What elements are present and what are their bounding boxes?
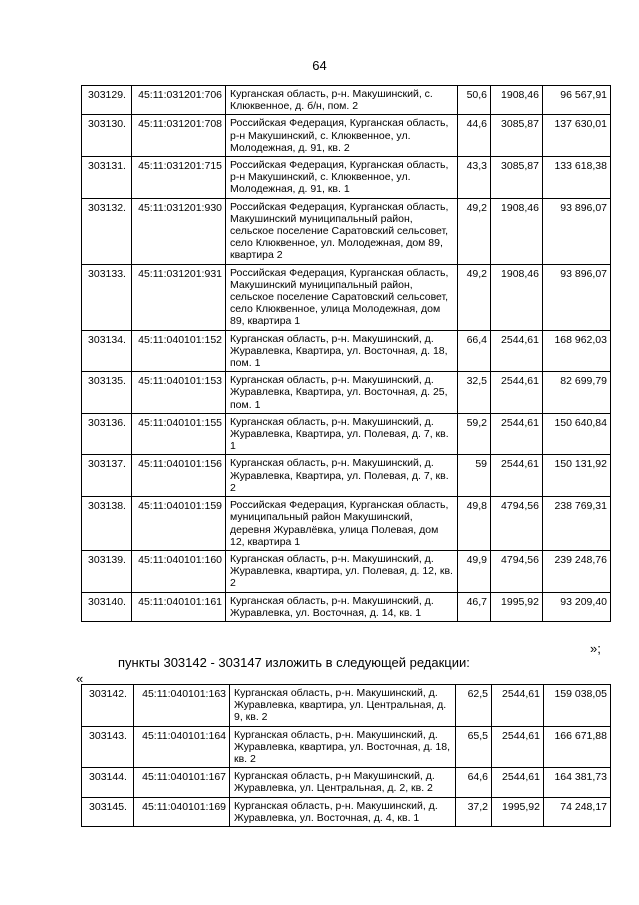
cadastral-number: 45:11:040101:156 — [132, 455, 226, 497]
property-table-1 — [81, 85, 611, 622]
value: 82 699,79 — [543, 372, 611, 414]
area: 37,2 — [456, 797, 492, 826]
address: Курганская область, р-н. Макушинский, д. Журавлевка, Квартира, ул. Полевая, д. 7, кв. 2 — [226, 455, 458, 497]
area: 49,2 — [458, 198, 491, 264]
table-row — [82, 413, 611, 455]
rate: 2544,61 — [491, 372, 543, 414]
area: 49,9 — [458, 550, 491, 592]
table-row — [82, 157, 611, 199]
closing-quote-mark: »; — [590, 641, 601, 656]
rate: 2544,61 — [492, 726, 544, 768]
row-number: 303135. — [82, 372, 132, 414]
amendment-instruction: пункты 303142 - 303147 изложить в следующей редакции: — [118, 655, 470, 670]
rate: 3085,87 — [491, 115, 543, 157]
cadastral-number: 45:11:040101:161 — [132, 592, 226, 621]
value: 150 131,92 — [543, 455, 611, 497]
row-number: 303140. — [82, 592, 132, 621]
table-row — [82, 768, 611, 797]
value: 93 896,07 — [543, 264, 611, 330]
value: 239 248,76 — [543, 550, 611, 592]
address: Курганская область, р-н. Макушинский, д. Журавлевка, ул. Восточная, д. 14, кв. 1 — [226, 592, 458, 621]
row-number: 303143. — [82, 726, 134, 768]
table-row — [82, 86, 611, 115]
area: 62,5 — [456, 685, 492, 727]
cadastral-number: 45:11:031201:715 — [132, 157, 226, 199]
table-row — [82, 797, 611, 826]
table-row — [82, 550, 611, 592]
rate: 4794,56 — [491, 497, 543, 551]
table-row — [82, 115, 611, 157]
area: 49,8 — [458, 497, 491, 551]
rate: 1995,92 — [492, 797, 544, 826]
area: 49,2 — [458, 264, 491, 330]
address: Курганская область, р-н. Макушинский, д. Журавлевка, Квартира, ул. Восточная, д. 25, пом. 1 — [226, 372, 458, 414]
cadastral-number: 45:11:040101:163 — [134, 685, 230, 727]
row-number: 303144. — [82, 768, 134, 797]
area: 44,6 — [458, 115, 491, 157]
opening-quote-mark: « — [76, 671, 84, 686]
address: Российская Федерация, Курганская область, Макушинский муниципальный район, сельское поселение Саратовский сельсовет, село Клюквенное, ул. Молодежная, дом 89, квартира 2 — [226, 198, 458, 264]
cadastral-number: 45:11:031201:708 — [132, 115, 226, 157]
value: 238 769,31 — [543, 497, 611, 551]
row-number: 303137. — [82, 455, 132, 497]
value: 74 248,17 — [544, 797, 611, 826]
table-row — [82, 726, 611, 768]
value: 137 630,01 — [543, 115, 611, 157]
address: Курганская область, р-н Макушинский, д. Журавлевка, ул. Центральная, д. 2, кв. 2 — [230, 768, 456, 797]
cadastral-number: 45:11:031201:931 — [132, 264, 226, 330]
row-number: 303131. — [82, 157, 132, 199]
rate: 1908,46 — [491, 264, 543, 330]
value: 133 618,38 — [543, 157, 611, 199]
table-row — [82, 330, 611, 372]
area: 59,2 — [458, 413, 491, 455]
table-row — [82, 264, 611, 330]
row-number: 303138. — [82, 497, 132, 551]
address: Курганская область, р-н. Макушинский, д. Журавлевка, Квартира, ул. Восточная, д. 18, пом. 1 — [226, 330, 458, 372]
rate: 1995,92 — [491, 592, 543, 621]
rate: 2544,61 — [491, 330, 543, 372]
value: 164 381,73 — [544, 768, 611, 797]
row-number: 303129. — [82, 86, 132, 115]
area: 32,5 — [458, 372, 491, 414]
area: 66,4 — [458, 330, 491, 372]
table-row — [82, 372, 611, 414]
table-row — [82, 497, 611, 551]
table-row — [82, 592, 611, 621]
area: 59 — [458, 455, 491, 497]
address: Российская Федерация, Курганская область, Макушинский муниципальный район, сельское поселение Саратовский сельсовет, село Клюквенное, улица Молодежная, дом 89, квартира 1 — [226, 264, 458, 330]
value: 166 671,88 — [544, 726, 611, 768]
cadastral-number: 45:11:040101:164 — [134, 726, 230, 768]
rate: 2544,61 — [492, 768, 544, 797]
area: 43,3 — [458, 157, 491, 199]
area: 65,5 — [456, 726, 492, 768]
table-row — [82, 198, 611, 264]
value: 96 567,91 — [543, 86, 611, 115]
rate: 1908,46 — [491, 198, 543, 264]
rate: 2544,61 — [491, 413, 543, 455]
rate: 4794,56 — [491, 550, 543, 592]
rate: 3085,87 — [491, 157, 543, 199]
cadastral-number: 45:11:040101:155 — [132, 413, 226, 455]
cadastral-number: 45:11:040101:152 — [132, 330, 226, 372]
value: 159 038,05 — [544, 685, 611, 727]
row-number: 303139. — [82, 550, 132, 592]
address: Курганская область, р-н. Макушинский, д. Журавлевка, ул. Восточная, д. 4, кв. 1 — [230, 797, 456, 826]
area: 50,6 — [458, 86, 491, 115]
rate: 1908,46 — [491, 86, 543, 115]
value: 93 896,07 — [543, 198, 611, 264]
row-number: 303142. — [82, 685, 134, 727]
rate: 2544,61 — [491, 455, 543, 497]
property-table-2 — [81, 684, 611, 827]
address: Российская Федерация, Курганская область, муниципальный район Макушинский, деревня Журавлёвка, улица Полевая, дом 12, квартира 1 — [226, 497, 458, 551]
address: Курганская область, р-н. Макушинский, д. Журавлевка, квартира, ул. Восточная, д. 18, кв. 2 — [230, 726, 456, 768]
cadastral-number: 45:11:040101:167 — [134, 768, 230, 797]
address: Российская Федерация, Курганская область, р-н Макушинский, с. Клюквенное, ул. Молодежная, д. 91, кв. 2 — [226, 115, 458, 157]
table-row — [82, 685, 611, 727]
area: 64,6 — [456, 768, 492, 797]
table-row — [82, 455, 611, 497]
row-number: 303145. — [82, 797, 134, 826]
row-number: 303136. — [82, 413, 132, 455]
page-number: 64 — [312, 58, 327, 73]
row-number: 303133. — [82, 264, 132, 330]
address: Курганская область, р-н. Макушинский, с. Клюквенное, д. б/н, пом. 2 — [226, 86, 458, 115]
address: Курганская область, р-н. Макушинский, д. Журавлевка, квартира, ул. Центральная, д. 9, кв. 2 — [230, 685, 456, 727]
row-number: 303132. — [82, 198, 132, 264]
value: 93 209,40 — [543, 592, 611, 621]
address: Курганская область, р-н. Макушинский, д. Журавлевка, Квартира, ул. Полевая, д. 7, кв. 1 — [226, 413, 458, 455]
address: Российская Федерация, Курганская область, р-н Макушинский, с. Клюквенное, ул. Молодежная, д. 91, кв. 1 — [226, 157, 458, 199]
cadastral-number: 45:11:031201:930 — [132, 198, 226, 264]
cadastral-number: 45:11:040101:159 — [132, 497, 226, 551]
row-number: 303134. — [82, 330, 132, 372]
cadastral-number: 45:11:040101:169 — [134, 797, 230, 826]
area: 46,7 — [458, 592, 491, 621]
cadastral-number: 45:11:031201:706 — [132, 86, 226, 115]
value: 150 640,84 — [543, 413, 611, 455]
cadastral-number: 45:11:040101:160 — [132, 550, 226, 592]
address: Курганская область, р-н. Макушинский, д. Журавлевка, квартира, ул. Полевая, д. 12, кв. 2 — [226, 550, 458, 592]
row-number: 303130. — [82, 115, 132, 157]
value: 168 962,03 — [543, 330, 611, 372]
cadastral-number: 45:11:040101:153 — [132, 372, 226, 414]
rate: 2544,61 — [492, 685, 544, 727]
